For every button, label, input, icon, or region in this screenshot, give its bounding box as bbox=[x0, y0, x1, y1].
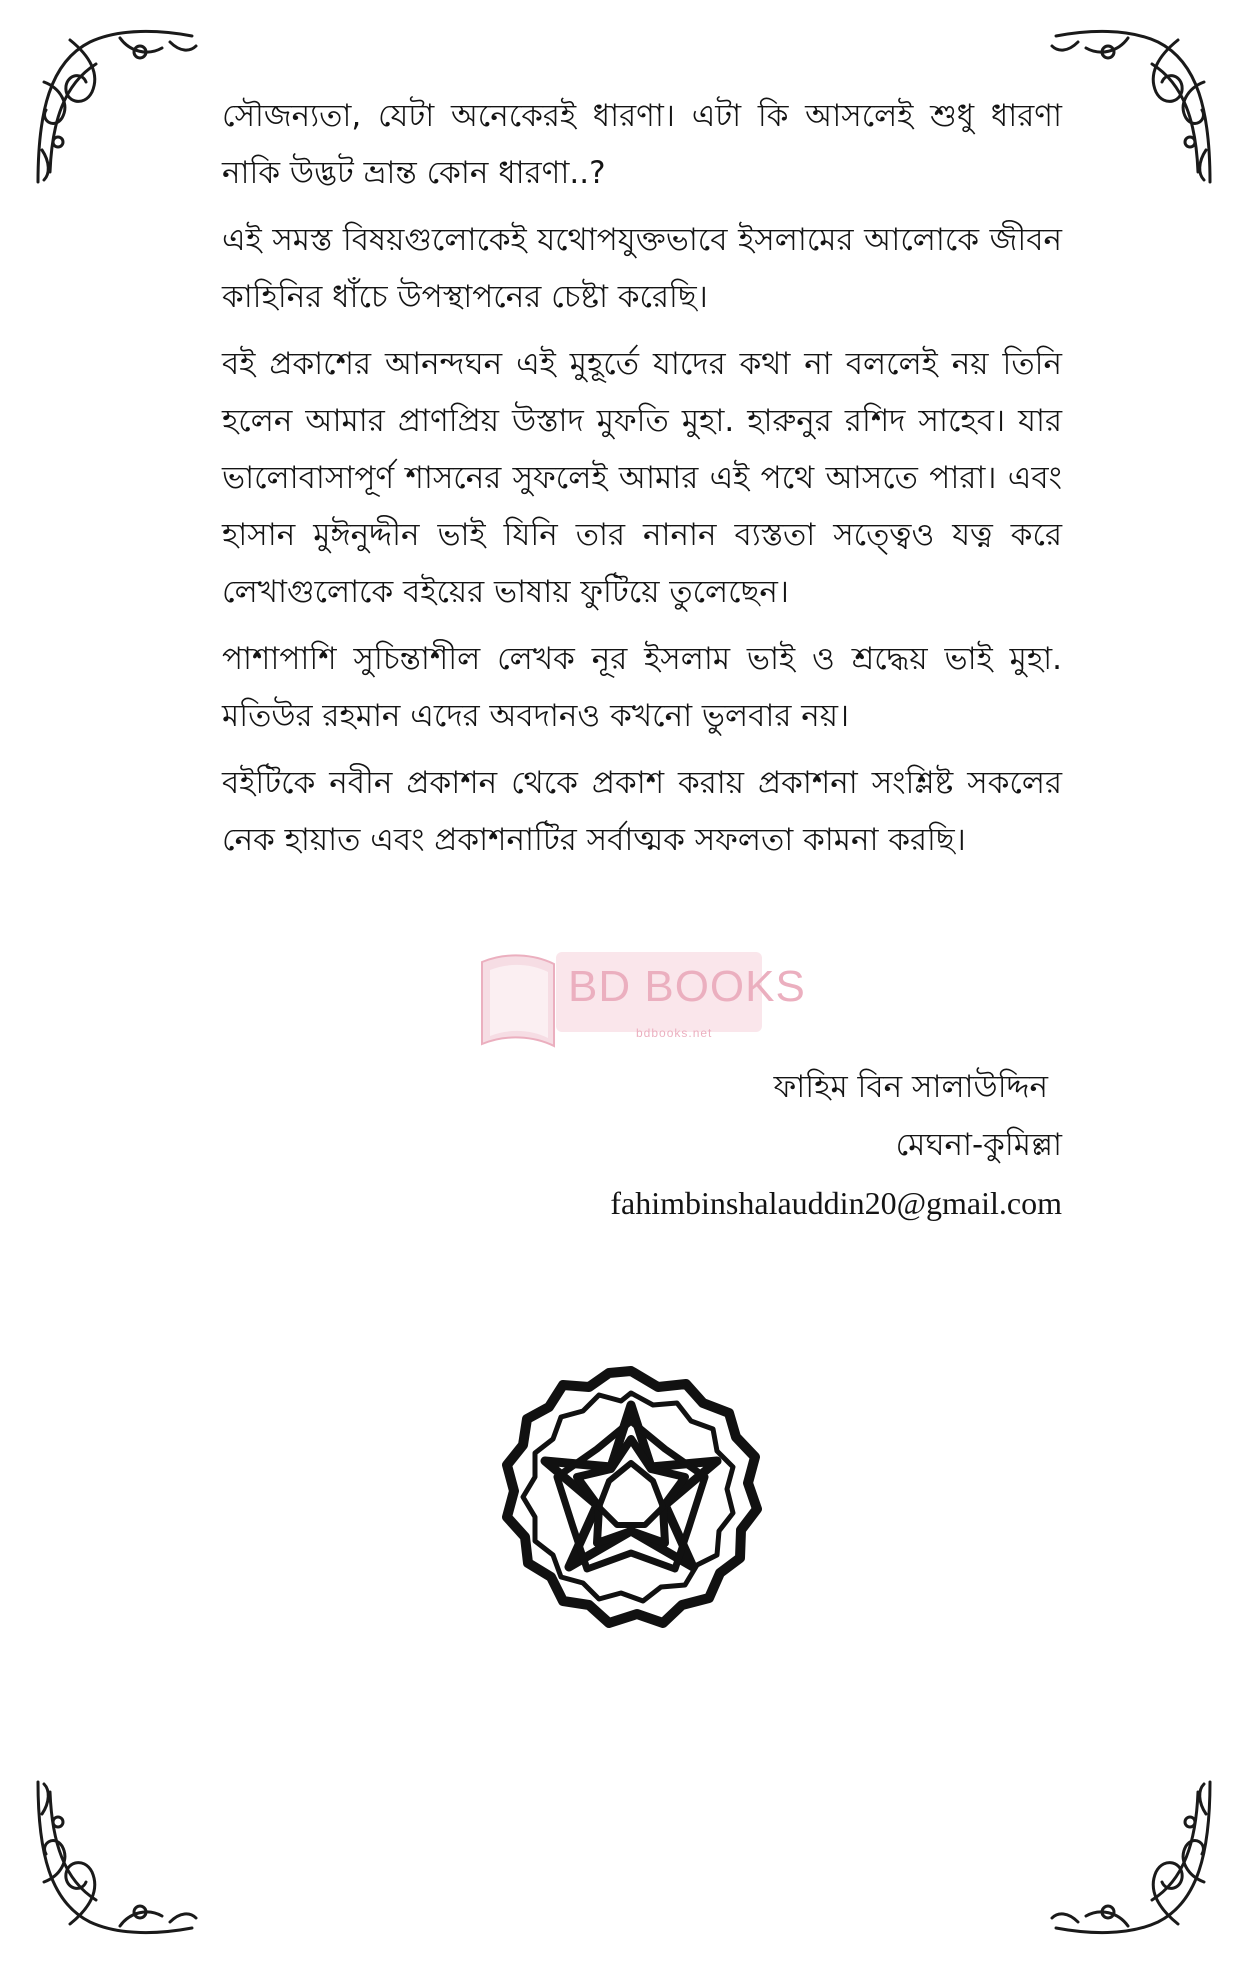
paragraph-2: এই সমস্ত বিষয়গুলোকেই যথোপযুক্তভাবে ইসলামের আলোকে জীবন কাহিনির ধাঁচে উপস্থাপনের চেষ্টা করেছি। bbox=[222, 222, 1062, 315]
paragraph-4: পাশাপাশি সুচিন্তাশীল লেখক নূর ইসলাম ভাই ও শ্রদ্ধেয় ভাই মুহা. মতিউর রহমান এদের অবদানও কখনো ভুলবার নয়। bbox=[222, 641, 1062, 734]
corner-ornament-bottom-left bbox=[30, 1772, 200, 1942]
corner-ornament-top-left bbox=[30, 22, 200, 192]
corner-ornament-top-right bbox=[1048, 22, 1218, 192]
author-name: ফাহিম বিন সালাউদ্দিন bbox=[773, 1069, 1048, 1105]
body-text bbox=[222, 88, 1062, 879]
author-signature bbox=[462, 1058, 1062, 1232]
author-email: fahimbinshalauddin20@gmail.com bbox=[610, 1185, 1062, 1221]
paragraph-1: সৌজন্যতা, যেটা অনেকেরই ধারণা। এটা কি আসলেই শুধু ধারণা নাকি উদ্ভট ভ্রান্ত কোন ধারণা..? bbox=[222, 98, 1062, 191]
author-place: মেঘনা-কুমিল্লা bbox=[895, 1127, 1062, 1163]
corner-ornament-bottom-right bbox=[1048, 1772, 1218, 1942]
watermark-brand: BD BOOKS bbox=[568, 962, 806, 1011]
bdbooks-watermark bbox=[476, 948, 806, 1054]
paragraph-5: বইটিকে নবীন প্রকাশন থেকে প্রকাশ করায় প্রকাশনা সংশ্লিষ্ট সকলের নেক হায়াত এবং প্রকাশনাটির সর্বাত্মক সফলতা কামনা করছি। bbox=[222, 765, 1062, 858]
watermark-site: bdbooks.net bbox=[636, 1026, 713, 1040]
paragraph-3: বই প্রকাশের আনন্দঘন এই মুহূর্তে যাদের কথা না বললেই নয় তিনি হলেন আমার প্রাণপ্রিয় উস্তাদ মুফতি মুহা. হারুনুর রশিদ সাহেব। যার ভালোবাসাপূর্ণ শাসনের সুফলেই আমার এই পথে আসতে পারা। এবং হাসান মুঈনুদ্দীন ভাই যিনি তার নানান ব্যস্ততা সত্ত্বেও যত্ন করে লেখাগুলোকে বইয়ের ভাষায় ফুটিয়ে তুলেছেন। bbox=[222, 346, 1062, 610]
geometric-rosette-ornament bbox=[497, 1363, 765, 1631]
